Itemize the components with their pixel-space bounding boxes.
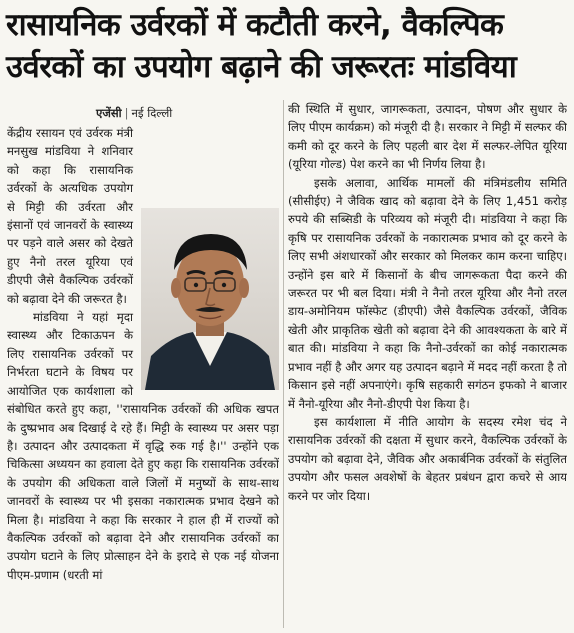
paragraph-left-2: मांडविया ने यहां मृदा स्वास्थ्य और टिकाऊपन के लिए रासायनिक उर्वरकों पर निर्भरता घटाने के विषय पर आयोजित एक कार्यशाला को संबोधित करते हुए कहा, ''रासायनिक उर्वरकों की अधिक खपत के दुष्प्रभाव अब दिखाई दे रहे हैं। मिट्टी के स्वास्थ्य पर असर पड़ा है। उत्पादन और उत्पादकता में वृद्धि रुक गई है।'' उन्होंने एक चिकित्सा अध्ययन का हवाला देते हुए कहा कि रासायनिक उर्वरकों के उपयोग की अधिकता वाले जिलों में मनुष्यों के साथ-साथ जानवरों के स्वास्थ्य पर भी इसका नकारात्मक प्रभाव देखने को मिला है। मांडविया ने कहा कि सरकार ने हाल ही में राज्यों को वैकल्पिक उर्वरकों को बढ़ावा देने और रासायनिक उर्वरकों का उपयोग घटाने के लिए प्रोत्साहन देने के इरादे से एक नई योजना पीएम-प्रणाम (धरती मां bbox=[7, 310, 279, 582]
article-column-right bbox=[288, 100, 567, 630]
headline bbox=[6, 4, 568, 88]
article-column-left bbox=[7, 124, 279, 630]
headline-line-2: उर्वरकों का उपयोग बढ़ाने की जरूरतः मांडविया bbox=[6, 49, 517, 85]
byline-separator: | bbox=[124, 106, 129, 120]
paragraph-right-1: की स्थिति में सुधार, जागरूकता, उत्पादन, पोषण और सुधार के लिए पीएम कार्यक्रम) को मंजूरी दी है। सरकार ने मिट्टी में सल्फर की कमी को दूर करने के लिए पहली बार देश में सल्फर-लेपित यूरिया (यूरिया गोल्ड) पेश करने का भी निर्णय लिया है। bbox=[288, 102, 567, 172]
column-divider bbox=[283, 100, 284, 628]
paragraph-right-2: इसके अलावा, आर्थिक मामलों की मंत्रिमंडलीय समिति (सीसीईए) ने जैविक खाद को बढ़ावा देने के लिए 1,451 करोड़ रुपये की सब्सिडी के परिव्यय को मंजूरी दी। मांडविया ने कहा कि कृषि पर रासायनिक उर्वरकों के नकारात्मक प्रभाव को दूर करने के लिए सभी अंशधारकों और सरकार को मिलकर काम करना चाहिए। उन्होंने इस बारे में किसानों के बीच जागरूकता पैदा करने की जरूरत पर भी बल दिया। मंत्री ने नैनो तरल यूरिया और नैनो तरल डाय-अमोनियम फॉस्फेट (डीएपी) जैसे वैकल्पिक उर्वरकों, जैविक खेती और प्राकृतिक खेती को बढ़ावा देने की आवश्यकता के बारे में बात की। मांडविया ने कहा कि नैनो-उर्वरकों का कोई नकारात्मक प्रभाव नहीं है और अगर यह उत्पादन बढ़ाने में मदद नहीं करता है तो किसान इसे नहीं अपनाएंगे। कृषि सहकारी सगंठन इफको ने बाजार में नैनो-यूरिया और नैनो-डीएपी पेश किया है। bbox=[288, 175, 567, 411]
headline-line-1: रासायनिक उर्वरकों में कटौती करने, वैकल्पिक bbox=[6, 7, 504, 43]
paragraph-right-3: इस कार्यशाला में नीति आयोग के सदस्य रमेश चंद ने रासायनिक उर्वरकों की दक्षता में सुधार करने, वैकल्पिक उर्वरकों के उपयोग को बढ़ावा देने, जैविक और अकार्बनिक उर्वरकों के संतुलित उपयोग और फसल अवशेषों के बेहतर प्रबंधन द्वारा कचरे से आय करने पर जोर दिया। bbox=[288, 414, 567, 503]
minister-photo bbox=[141, 208, 279, 390]
paragraph-left-1: केंद्रीय रसायन एवं उर्वरक मंत्री मनसुख मांडविया ने शनिवार को कहा कि रासायनिक उर्वरकों के अत्यधिक उपयोग से मिट्टी की उर्वरता और इंसानों एवं जानवरों के स्वास्थ्य पर पड़ने वाले असर को देखते हुए नैनो तरल यूरिया एवं डीएपी जैसे वैकल्पिक उर्वरकों को बढ़ावा देने की जरूरत है। bbox=[7, 126, 133, 306]
byline bbox=[96, 106, 172, 121]
byline-agency: एजेंसी bbox=[96, 106, 122, 120]
person-photo-icon bbox=[141, 208, 279, 390]
byline-city: नई दिल्ली bbox=[131, 106, 173, 120]
